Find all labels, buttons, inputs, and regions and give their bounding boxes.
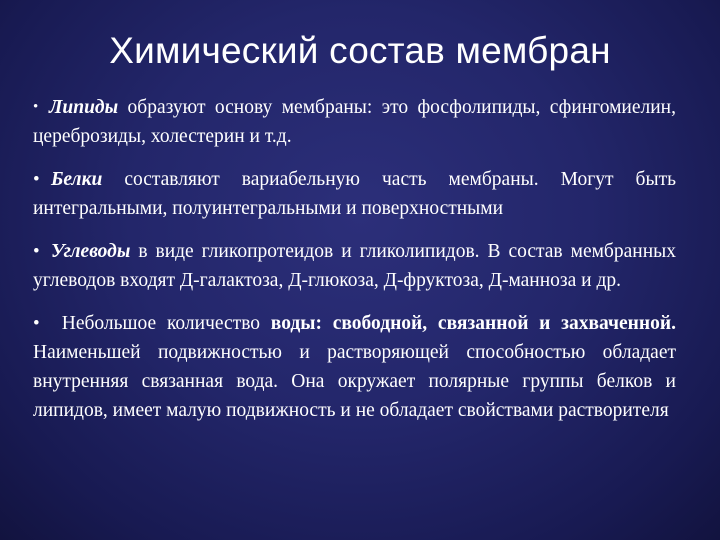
bullet-item-water: [33, 309, 676, 425]
carbohydrates-label: Углеводы: [51, 241, 131, 262]
bullet-list: [33, 93, 676, 439]
lipids-label: Липиды: [49, 97, 119, 118]
carbohydrates-text: в виде гликопротеидов и гликолипидов. В состав мембранных углеводов входят Д-галактоза, Д-глюкоза, Д-фруктоза, Д-манноза и др.: [33, 241, 676, 291]
water-label: воды: свободной, связанной и захваченной.: [270, 313, 676, 334]
bullet-item-proteins: [33, 165, 676, 223]
slide-title: Химический состав мембран: [109, 30, 611, 71]
bullet-icon: •: [33, 241, 40, 262]
bullet-icon: •: [33, 99, 39, 115]
proteins-text: составляют вариабельную часть мембраны. Могут быть интегральными, полуинтегральными и поверхностными: [33, 169, 676, 219]
proteins-label: Белки: [51, 169, 103, 190]
water-intro-text: Небольшое количество: [51, 313, 271, 334]
water-text: Наименьшей подвижностью и растворяющей способностью обладает внутренняя связанная вода. Она окружает полярные группы белков и липидов, имеет малую подвижность и не обладает свойствами растворителя: [33, 342, 676, 421]
bullet-item-carbohydrates: [33, 237, 676, 295]
bullet-icon: •: [33, 169, 40, 190]
bullet-icon: •: [33, 313, 40, 334]
lipids-text: образуют основу мембраны: это фосфолипиды, сфингомиелин, цереброзиды, холестерин и т.д.: [33, 97, 676, 147]
bullet-item-lipids: [33, 93, 676, 151]
